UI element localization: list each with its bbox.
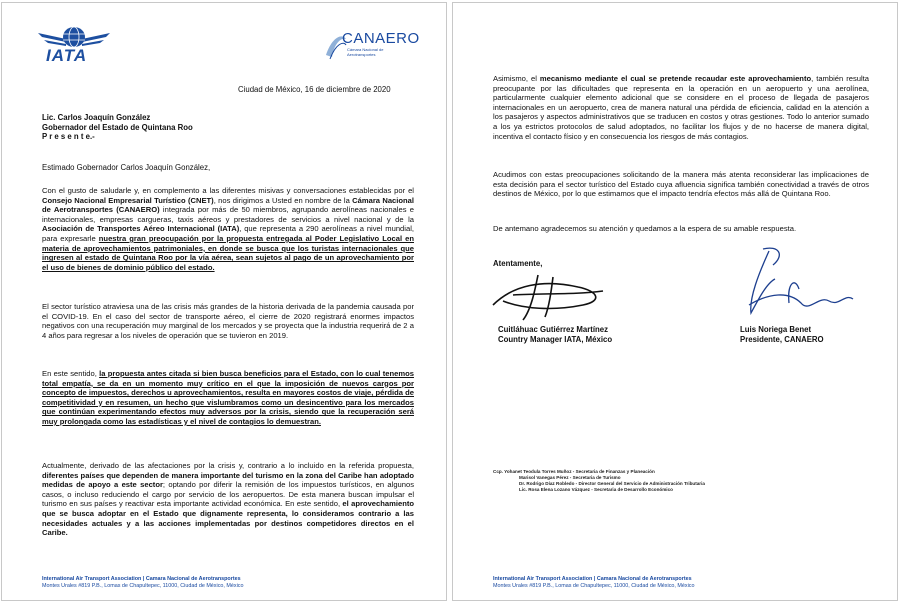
signature-left (483, 265, 613, 325)
recipient-presente: P r e s e n t e.- (42, 132, 95, 142)
paragraph-7: De antemano agradecemos su atención y quedamos a la espera de su amable respuesta. (493, 224, 797, 233)
cc-list (493, 469, 705, 493)
page-footer (493, 576, 694, 590)
paragraph-2: El sector turístico atraviesa una de las crisis más grandes de la historia derivada de la pandemia causada por el COVID-19. En el caso del sector de transporte aéreo, el cierre de 2020 registrará enormes impactos negativos con una recuperación muy marginal de los mercados y se proyecta que la industria requerirá de 2 a 4 años para regresar a los niveles de operación que se tuvieron en 2019. (42, 302, 414, 340)
cc-item: Marisol Vanegas Pérez - Secretaria de Turismo (519, 475, 621, 480)
footer-org: International Air Transport Association | Camara Nacional de Aerotransportes (42, 576, 241, 582)
paragraph-4: Actualmente, derivado de las afectaciones por la crisis y, contrario a lo incluido en la referida propuesta, diferentes países que dependen de manera importante del turismo en la zona del Caribe han adoptado medidas de apoyo a este sector; optando por diferir la remisión de los impuestos turísticos, en algunos casos, o incluso reduciendo el cargo por servicio de los aeropuertos. De esta manera buscan impulsar el turismo en sus países y reactivar esta importante actividad económica. En este sentido, el aprovechamiento que se busca adoptar en el Estado que dignamente representa, lo consideramos contrario a las necesidades actuales y a las acciones implementadas por destinos competidores directos en el Caribe. (42, 461, 415, 538)
recipient-block (42, 113, 193, 142)
iata-wordmark: IATA (46, 46, 88, 65)
paragraph-3: En este sentido, la propuesta antes citada si bien busca beneficios para el Estado, con lo cual tenemos total empatía, se da en un momento muy crítico en el que la imposición de nuevos cargos por concepto de impuestos, derechos u aprovechamientos, resulta en mayores costos de viaje, pérdida de competitividad y en resumen, un hecho que vislumbramos como un desincentivo para los mercados que continúan experimentando efectos muy adversos por la crisis, siendo que la recuperación será muy prolongada como las estadísticas y el nivel de contagios lo demuestran. (42, 369, 414, 426)
signer-left-title: Country Manager IATA, México (498, 334, 613, 344)
paragraph-6: Acudimos con estas preocupaciones solicitando de la manera más atenta reconsiderar las implicaciones de esta decisión para el sector turístico del Estado cuya afluencia significa también conectividad a través de otros destinos de México, por lo que estimamos que el impacto tendría efectos más allá de Quintana Roo. (493, 170, 869, 199)
closing: Atentamente, (493, 259, 543, 268)
cc-item: Ccp. Yohanet Teodula Torres Muñoz - Secretaria de Finanzas y Planeación (493, 469, 655, 474)
signer-right-name: Luis Noriega Benet (740, 325, 812, 334)
letter-date: Ciudad de México, 16 de diciembre de 2020 (238, 85, 391, 94)
signer-left-block (498, 325, 612, 344)
cc-item: Lic. Rosa Elena Lozano Vázquez - Secretaria de Desarrollo Económico (519, 487, 673, 492)
paragraph-5: Asimismo, el mecanismo mediante el cual se pretende recaudar este aprovechamiento, también resulta preocupante por las dificultades que representa en la operación en un aeropuerto y una aerolínea, particularmente cualquier elemento adicional que se considere en el proceso de llegada de pasajeros internacionales en un aeropuerto, crea de manera natural una pérdida de eficiencia, calidad en la atención a los pasajeros y aspectos administrativos que se traducen en costos y otras gestiones. Todo lo anterior sumado a los ya estrictos protocolos de salud adoptados, no facilitar los flujos y de no hacerse de manera digital, incentiva el contacto físico y en consecuencia los riesgos de más contagios. (493, 74, 869, 141)
footer-org: International Air Transport Association | Camara Nacional de Aerotransportes (493, 576, 692, 582)
signer-left-name: Cuitláhuac Gutiérrez Martínez (498, 325, 609, 334)
paragraph-1: Con el gusto de saludarle y, en complemento a las diferentes misivas y conversaciones establecidas por el Consejo Nacional Empresarial Turístico (CNET), nos dirigimos a Usted en nombre de la Cámara Nacional de Aerotransportes (CANAERO) integrada por más de 50 miembros, agrupando aerolíneas nacionales e internacionales, empresas cargueras, taxis aéreos y prestadores de servicios a nivel nacional y de la Asociación de Transportes Aéreo Internacional (IATA), que representa a 290 aerolíneas a nivel mundial, para expresarle nuestra gran preocupación por la propuesta entregada al Poder Legislativo Local en materia de aprovechamientos patrimoniales, en donde se busca que los turistas internacionales que ingresen al estado de Quintana Roo por la vía aérea, sean sujetos al pago de un aprovechamiento por el uso de bienes de dominio público del estado. (42, 186, 415, 272)
letter-page-2 (452, 2, 898, 601)
recipient-name: Lic. Carlos Joaquín González (42, 113, 151, 122)
signature-right (729, 243, 859, 323)
canaero-subtitle: Cámara Nacional de Aerotransportes (347, 47, 384, 57)
signer-right-title: Presidente, CANAERO (740, 334, 824, 344)
letter-page-1 (1, 2, 447, 601)
footer-address: Montes Urales #819 P.B., Lomas de Chapultepec, 11000, Ciudad de México, México (493, 583, 695, 589)
page-footer (42, 576, 243, 590)
canaero-wordmark: CANAERO (342, 30, 420, 47)
footer-address: Montes Urales #819 P.B., Lomas de Chapultepec, 11000, Ciudad de México, México (42, 583, 244, 589)
signer-right-block (740, 325, 824, 344)
cc-item: Dr. Rodrigo Díaz Robledo - Director General del Servicio de Administración Tributaria (519, 481, 705, 486)
greeting: Estimado Gobernador Carlos Joaquín González, (42, 163, 211, 172)
recipient-title: Gobernador del Estado de Quintana Roo (42, 122, 193, 132)
